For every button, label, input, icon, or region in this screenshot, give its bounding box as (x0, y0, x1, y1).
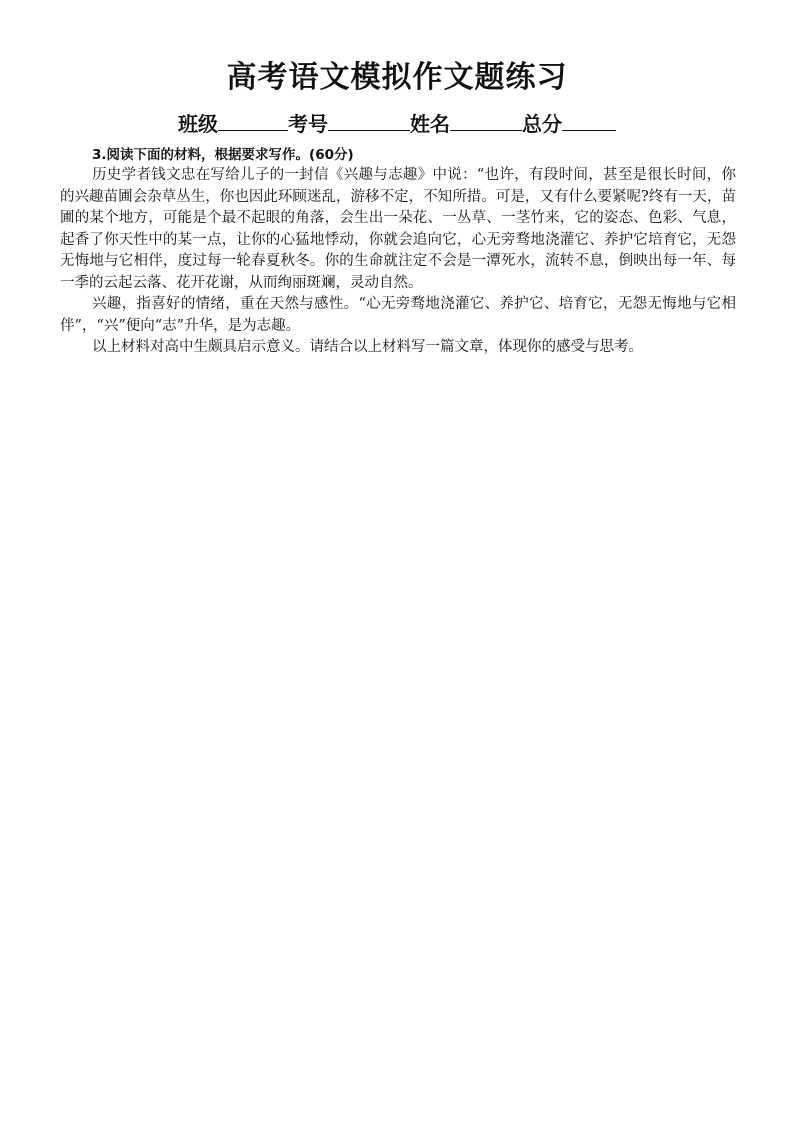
name-blank (450, 110, 522, 131)
material-paragraph: 历史学者钱文忠在写给儿子的一封信《兴趣与志趣》中说：“也许，有段时间，甚至是很长时间，你的兴趣苗圃会杂草丛生，你也因此环顾迷乱，游移不定，不知所措。可是，又有什么要紧呢?终有一天，苗圃的某个地方，可能是个最不起眼的角落，会生出一朵花、一丛草、一茎竹来，它的姿态、色彩、气息，起香了你天性中的某一点，让你的心猛地悸动，你就会追向它，心无旁骛地浇灌它、养护它培育它，无怨无悔地与它相伴，度过每一轮春夏秋冬。你的生命就注定不会是一潭死水，流转不息，倒映出每一年、每一季的云起云落、花开花谢，从而绚丽斑斓，灵动自然。 (60, 167, 736, 291)
class-blank (218, 110, 288, 131)
total-score-blank (562, 110, 616, 131)
definition-paragraph: 兴趣，指喜好的情绪，重在天然与感性。“心无旁骛地浇灌它、养护它、培育它，无怨无悔地与它相伴”，“兴”便向“志”升华，是为志趣。 (60, 296, 736, 334)
exam-number-blank (328, 110, 410, 131)
instruction-paragraph: 以上材料对高中生颇具启示意义。请结合以上材料写一篇文章，体现你的感受与思考。 (92, 339, 643, 355)
name-label: 姓名 (410, 112, 450, 136)
student-info-line (0, 110, 794, 138)
class-label: 班级 (178, 112, 218, 136)
question-block (60, 145, 736, 359)
question-heading: 3.阅读下面的材料，根据要求写作。(60分) (92, 147, 354, 163)
total-score-label: 总分 (522, 112, 562, 136)
exam-number-label: 考号 (288, 112, 328, 136)
page-title: 高考语文模拟作文题练习 (226, 60, 568, 95)
